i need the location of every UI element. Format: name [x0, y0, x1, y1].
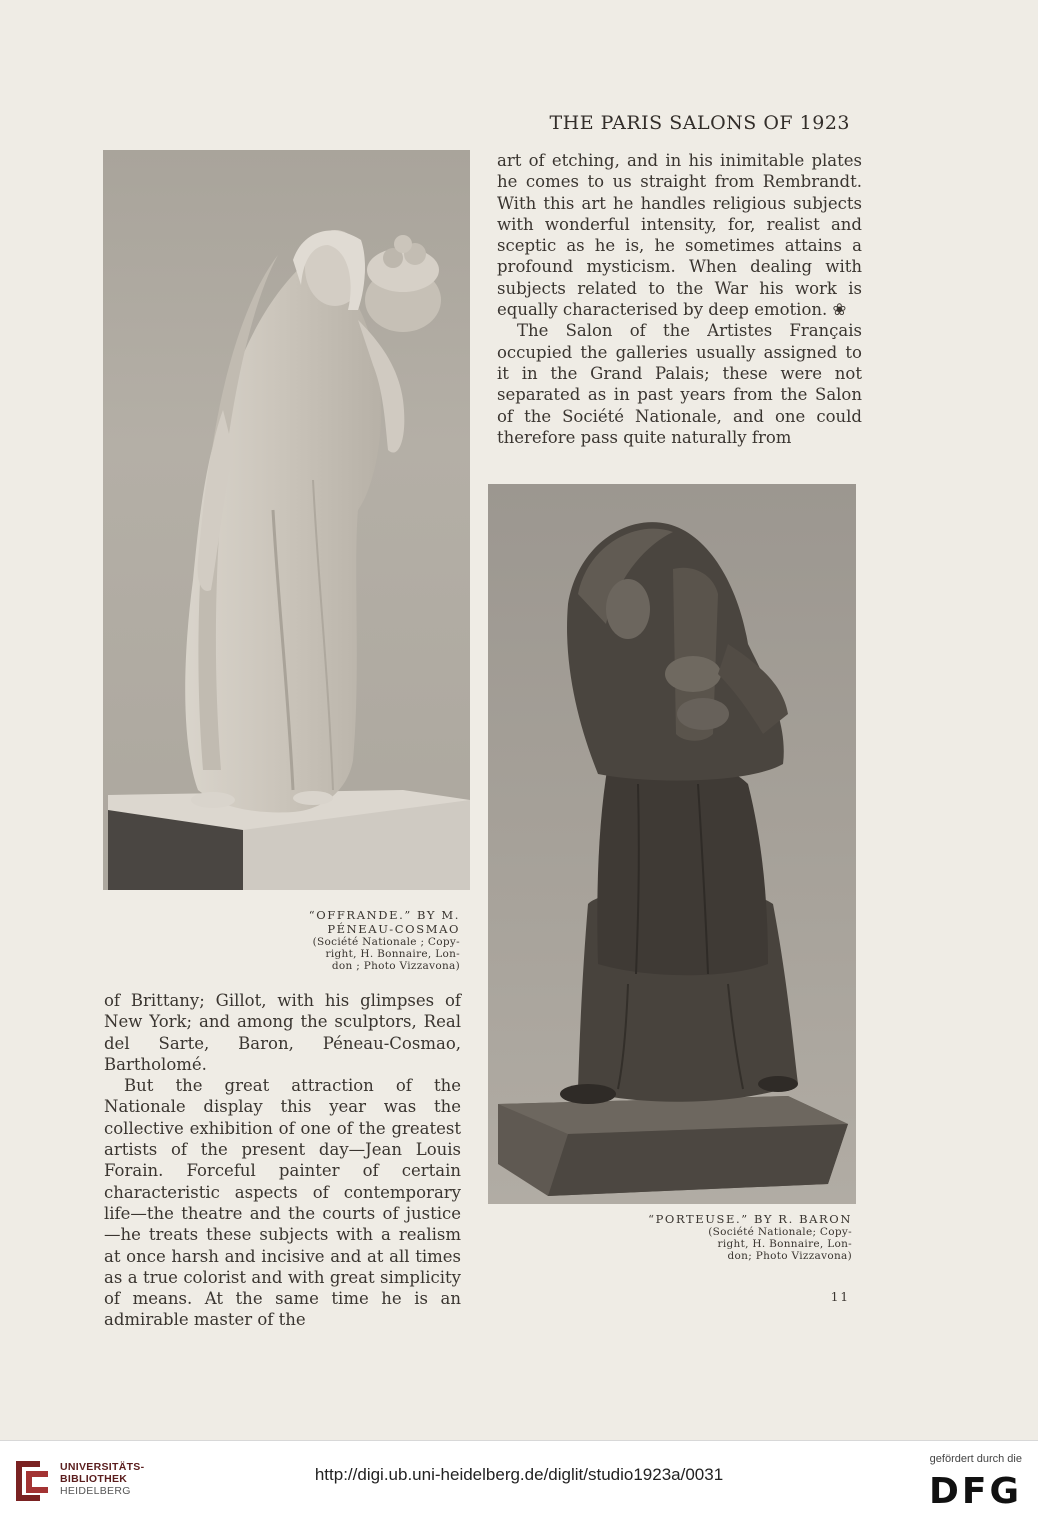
library-name-line-1: UNIVERSITÄTS-	[60, 1461, 145, 1473]
caption-porteuse-title: “PORTEUSE.” BY R. BARON	[648, 1212, 852, 1226]
permalink-url[interactable]: http://digi.ub.uni-heidelberg.de/diglit/studio1923a/0031	[314, 1465, 724, 1484]
caption-offrande-title-line-2: PÉNEAU-COSMAO	[327, 922, 460, 936]
caption-offrande-title-line-1: “OFFRANDE.” BY M.	[308, 908, 460, 922]
caption-porteuse-credit-line-1: (Société Nationale; Copy-	[708, 1226, 852, 1238]
paragraph: The Salon of the Artistes Français occupied the galleries usually assigned to it in the Grand Palais; these were not separated as in past years from the Salon of the Société Nationale, and one could therefore pass quite naturally from	[497, 321, 862, 447]
plate-offrande-sculpture	[103, 150, 470, 890]
library-name-line-3: HEIDELBERG	[60, 1485, 131, 1497]
porteuse-figure-illustration	[488, 484, 856, 1204]
running-head: THE PARIS SALONS OF 1923	[549, 112, 850, 134]
page-number: 11	[830, 1290, 850, 1304]
paragraph: But the great attraction of the Nationale display this year was the collective exhibition of one of the greatest artists of the present day—Jean Louis Forain. Forceful painter of certain characteristic aspects of contemporary life—the theatre and the courts of justice—he treats these subjects with a realism at once harsh and incisive and at all times as a true colorist and with great simplicity of means. At the same time he is an admirable master of the	[104, 1076, 461, 1330]
funder-label: gefördert durch die	[929, 1453, 1022, 1465]
caption-porteuse	[640, 1212, 852, 1262]
library-name-line-2: BIBLIOTHEK	[60, 1473, 128, 1485]
caption-porteuse-credit-line-2: right, H. Bonnaire, Lon-	[717, 1238, 852, 1250]
caption-porteuse-credit-line-3: don; Photo Vizzavona)	[727, 1250, 852, 1262]
left-column-text	[104, 990, 461, 1331]
caption-offrande-credit-line-1: (Société Nationale ; Copy-	[312, 936, 460, 948]
caption-offrande-credit-line-3: don ; Photo Vizzavona)	[331, 960, 460, 972]
caption-offrande	[280, 908, 460, 972]
digitization-footer	[0, 1440, 1038, 1518]
plate-porteuse-sculpture	[488, 484, 856, 1204]
right-column-text	[497, 150, 862, 448]
paragraph: art of etching, and in his inimitable plates he comes to us straight from Rembrandt. With this art he handles religious subjects with wonderful intensity, for, realist and sceptic as he is, he sometimes attains a profound mysticism. When dealing with subjects related to the War his work is equally characterised by deep emotion. ❀	[497, 151, 862, 320]
dfg-logo: DFG	[928, 1471, 1022, 1512]
offrande-figure-illustration	[103, 150, 470, 890]
paragraph: of Brittany; Gillot, with his glimpses of New York; and among the sculptors, Real del Sarte, Baron, Péneau-Cosmao, Bartholomé.	[104, 991, 461, 1074]
caption-offrande-credit-line-2: right, H. Bonnaire, Lon-	[325, 948, 460, 960]
